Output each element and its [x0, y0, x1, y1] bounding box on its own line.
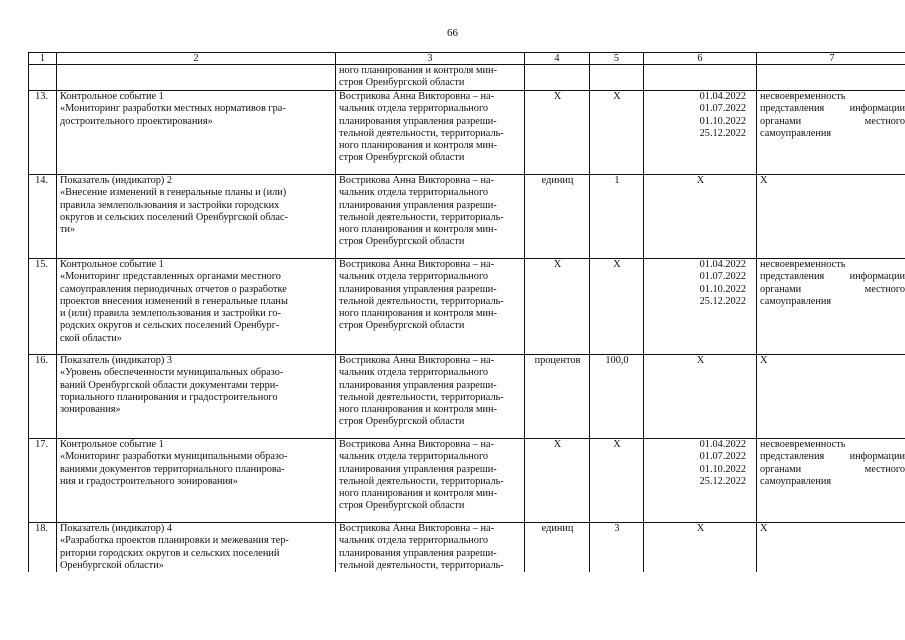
unit-cell: X — [525, 91, 590, 175]
empty-cell — [644, 65, 757, 91]
empty-cell — [590, 65, 644, 91]
empty-cell — [57, 65, 336, 91]
responsible-cell: ного планирования и контроля мин- строя Оренбургской области — [336, 65, 525, 91]
deadline-cell: X — [644, 175, 757, 259]
deadline-cell: 01.04.2022 01.07.2022 01.10.2022 25.12.2022 — [644, 91, 757, 175]
deadline-cell: 01.04.2022 01.07.2022 01.10.2022 25.12.2022 — [644, 439, 757, 523]
unit-cell: процентов — [525, 355, 590, 439]
value-cell: 3 — [590, 523, 644, 573]
event-name-cell: Контрольное событие 1 «Мониторинг разработки муниципальными образо- ваниями документов территориального планирова- ния и градостроительного зонирования» — [57, 439, 336, 523]
responsible-cell: Вострикова Анна Викторовна – на- чальник отдела территориального планирования управления разреши- тельной деятельности, территориаль- ного планирования и контроля мин- строя Оренбургской области — [336, 355, 525, 439]
unit-cell: X — [525, 439, 590, 523]
risk-note-cell: несвоевременность представления информации органами местного самоуправления — [757, 439, 905, 523]
continuation-row — [29, 65, 905, 91]
event-name-cell: Показатель (индикатор) 3 «Уровень обеспеченности муниципальных образо- ваний Оренбургской области документами терри- ториального планирования и градостроительного зонирования» — [57, 355, 336, 439]
event-name-cell: Показатель (индикатор) 2 «Внесение изменений в генеральные планы и (или) правила землепользования и застройки городских округов и сельских поселений Оренбургской облас- ти» — [57, 175, 336, 259]
table-row — [29, 523, 905, 573]
column-header: 3 — [336, 53, 525, 65]
empty-cell — [757, 65, 905, 91]
row-number-cell: 13. — [29, 91, 57, 175]
value-cell: X — [590, 91, 644, 175]
column-header: 7 — [757, 53, 905, 65]
deadline-cell: X — [644, 355, 757, 439]
table-row — [29, 439, 905, 523]
empty-cell — [525, 65, 590, 91]
event-name-cell: Контрольное событие 1 «Мониторинг представленных органами местного самоуправления периодичных отчетов о разработке проектов внесения изменений в генеральные планы и (или) правила землепользования и застройки го- родских округов и сельских поселений Оренбург- ской области» — [57, 259, 336, 355]
column-header: 1 — [29, 53, 57, 65]
row-number-cell: 17. — [29, 439, 57, 523]
column-header: 4 — [525, 53, 590, 65]
event-name-cell: Показатель (индикатор) 4 «Разработка проектов планировки и межевания тер- ритории городских округов и сельских поселений Оренбургской области» — [57, 523, 336, 573]
value-cell: 1 — [590, 175, 644, 259]
unit-cell: единиц — [525, 523, 590, 573]
table-row — [29, 91, 905, 175]
monitoring-plan-table — [28, 52, 905, 572]
responsible-cell: Вострикова Анна Викторовна – на- чальник отдела территориального планирования управления разреши- тельной деятельности, территориаль- ного планирования и контроля мин- строя Оренбургской области — [336, 439, 525, 523]
row-number-cell: 18. — [29, 523, 57, 573]
column-number-header-row — [29, 53, 905, 65]
responsible-cell: Вострикова Анна Викторовна – на- чальник отдела территориального планирования управления разреши- тельной деятельности, территориаль- ного планирования и контроля мин- строя Оренбургской области — [336, 175, 525, 259]
table-row — [29, 355, 905, 439]
responsible-cell: Вострикова Анна Викторовна – на- чальник отдела территориального планирования управления разреши- тельной деятельности, территориаль- — [336, 523, 525, 573]
risk-note-cell: несвоевременность представления информации органами местного самоуправления — [757, 259, 905, 355]
column-header: 5 — [590, 53, 644, 65]
empty-cell — [29, 65, 57, 91]
row-number-cell: 16. — [29, 355, 57, 439]
risk-note-cell: X — [757, 523, 905, 573]
risk-note-cell: несвоевременность представления информации органами местного самоуправления — [757, 91, 905, 175]
responsible-cell: Вострикова Анна Викторовна – на- чальник отдела территориального планирования управления разреши- тельной деятельности, территориаль- ного планирования и контроля мин- строя Оренбургской области — [336, 259, 525, 355]
row-number-cell: 14. — [29, 175, 57, 259]
value-cell: X — [590, 439, 644, 523]
column-header: 6 — [644, 53, 757, 65]
unit-cell: X — [525, 259, 590, 355]
deadline-cell: 01.04.2022 01.07.2022 01.10.2022 25.12.2022 — [644, 259, 757, 355]
row-number-cell: 15. — [29, 259, 57, 355]
unit-cell: единиц — [525, 175, 590, 259]
deadline-cell: X — [644, 523, 757, 573]
responsible-cell: Вострикова Анна Викторовна – на- чальник отдела территориального планирования управления разреши- тельной деятельности, территориаль- ного планирования и контроля мин- строя Оренбургской области — [336, 91, 525, 175]
risk-note-cell: X — [757, 175, 905, 259]
risk-note-cell: X — [757, 355, 905, 439]
value-cell: 100,0 — [590, 355, 644, 439]
table-row — [29, 175, 905, 259]
value-cell: X — [590, 259, 644, 355]
column-header: 2 — [57, 53, 336, 65]
table-row — [29, 259, 905, 355]
page-number: 66 — [447, 27, 458, 39]
event-name-cell: Контрольное событие 1 «Мониторинг разработки местных нормативов гра- достроительного проектирования» — [57, 91, 336, 175]
